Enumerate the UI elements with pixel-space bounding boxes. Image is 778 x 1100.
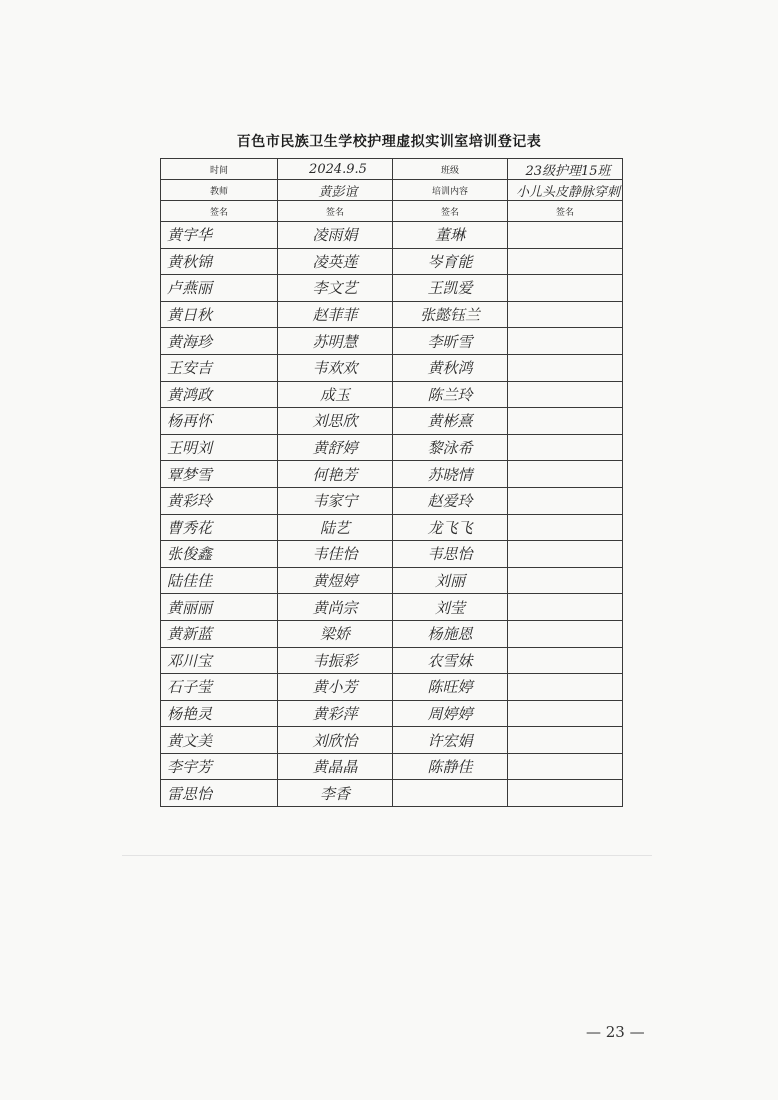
signature-cell: 黄尚宗 — [278, 594, 393, 621]
signature-cell: 刘欣怡 — [278, 727, 393, 754]
signature-row — [161, 727, 623, 754]
signature-cell: 韦欢欢 — [278, 354, 393, 381]
signature-cell: 曹秀花 — [161, 514, 278, 541]
signature-row — [161, 674, 623, 701]
signature-cell — [508, 461, 623, 488]
signature-cell — [508, 434, 623, 461]
time-value: 2024.9.5 — [278, 159, 393, 180]
signature-cell: 苏晓情 — [393, 461, 508, 488]
signature-cell: 苏明慧 — [278, 328, 393, 355]
signature-cell: 黄彬熹 — [393, 408, 508, 435]
signature-row — [161, 354, 623, 381]
signature-cell: 陆艺 — [278, 514, 393, 541]
page-number: — 23 — — [586, 1023, 645, 1041]
signature-cell: 邓川宝 — [161, 647, 278, 674]
teacher-value: 黄彭谊 — [278, 180, 393, 201]
signature-cell: 杨施恩 — [393, 620, 508, 647]
training-register-table — [160, 158, 623, 807]
signature-header: 签名 — [278, 201, 393, 222]
signature-cell: 刘丽 — [393, 567, 508, 594]
signature-cell: 许宏娟 — [393, 727, 508, 754]
signature-row — [161, 275, 623, 302]
signature-row — [161, 461, 623, 488]
signature-row — [161, 594, 623, 621]
signature-row — [161, 753, 623, 780]
signature-cell — [508, 514, 623, 541]
signature-cell: 李香 — [278, 780, 393, 807]
signature-cell — [508, 674, 623, 701]
signature-cell: 农雪妹 — [393, 647, 508, 674]
signature-header-row — [161, 201, 623, 222]
signature-cell: 黄晶晶 — [278, 753, 393, 780]
signature-cell — [508, 594, 623, 621]
signature-cell: 何艳芳 — [278, 461, 393, 488]
signature-cell: 成玉 — [278, 381, 393, 408]
signature-cell — [508, 301, 623, 328]
signature-cell: 陆佳佳 — [161, 567, 278, 594]
time-class-row — [161, 159, 623, 180]
teacher-content-row — [161, 180, 623, 201]
signature-header: 签名 — [393, 201, 508, 222]
signature-cell: 石子莹 — [161, 674, 278, 701]
signature-cell: 李文艺 — [278, 275, 393, 302]
signature-cell — [508, 222, 623, 249]
signature-cell: 王明刘 — [161, 434, 278, 461]
signature-cell: 黄秋鸿 — [393, 354, 508, 381]
signature-cell: 韦家宁 — [278, 487, 393, 514]
signature-cell — [508, 700, 623, 727]
signature-row — [161, 620, 623, 647]
signature-cell: 岑育能 — [393, 248, 508, 275]
signature-cell — [508, 567, 623, 594]
signature-cell: 黄宇华 — [161, 222, 278, 249]
signature-cell — [508, 541, 623, 568]
signature-cell: 韦振彩 — [278, 647, 393, 674]
signature-cell: 刘莹 — [393, 594, 508, 621]
signature-cell: 陈兰玲 — [393, 381, 508, 408]
signature-cell: 黄鸿政 — [161, 381, 278, 408]
teacher-label: 教师 — [161, 180, 278, 201]
class-value: 23级护理15班 — [508, 159, 623, 180]
signature-row — [161, 301, 623, 328]
signature-cell — [508, 647, 623, 674]
signature-cell — [508, 727, 623, 754]
signature-cell: 杨再怀 — [161, 408, 278, 435]
signature-row — [161, 514, 623, 541]
signature-cell: 卢燕丽 — [161, 275, 278, 302]
signature-cell: 王安吉 — [161, 354, 278, 381]
form-title: 百色市民族卫生学校护理虚拟实训室培训登记表 — [236, 134, 542, 150]
signature-cell: 覃梦雪 — [161, 461, 278, 488]
signature-cell — [508, 780, 623, 807]
signature-row — [161, 408, 623, 435]
signature-cell: 凌英莲 — [278, 248, 393, 275]
content-label: 培训内容 — [393, 180, 508, 201]
signature-cell: 龙飞飞 — [393, 514, 508, 541]
signature-cell: 黄彩玲 — [161, 487, 278, 514]
signature-cell: 雷思怡 — [161, 780, 278, 807]
signature-header: 签名 — [161, 201, 278, 222]
content-value: 小儿头皮静脉穿刺 — [508, 180, 623, 201]
signature-cell: 凌雨娟 — [278, 222, 393, 249]
page-divider — [122, 855, 652, 856]
signature-cell — [508, 328, 623, 355]
signature-cell: 张俊鑫 — [161, 541, 278, 568]
signature-cell: 黄文美 — [161, 727, 278, 754]
signature-row — [161, 487, 623, 514]
signature-cell: 刘思欣 — [278, 408, 393, 435]
signature-cell — [393, 780, 508, 807]
signature-cell: 黄舒婷 — [278, 434, 393, 461]
signature-cell — [508, 487, 623, 514]
signature-row — [161, 541, 623, 568]
signature-cell: 黄丽丽 — [161, 594, 278, 621]
signature-cell — [508, 275, 623, 302]
signature-cell: 韦佳怡 — [278, 541, 393, 568]
signature-row — [161, 248, 623, 275]
signature-cell — [508, 408, 623, 435]
signature-header: 签名 — [508, 201, 623, 222]
signature-cell: 赵爱玲 — [393, 487, 508, 514]
signature-cell: 黄小芳 — [278, 674, 393, 701]
signature-cell — [508, 381, 623, 408]
signature-cell: 杨艳灵 — [161, 700, 278, 727]
signature-cell: 梁娇 — [278, 620, 393, 647]
signature-cell — [508, 248, 623, 275]
signature-cell: 黎泳希 — [393, 434, 508, 461]
signature-cell: 周婷婷 — [393, 700, 508, 727]
signature-cell: 董琳 — [393, 222, 508, 249]
signature-cell: 李昕雪 — [393, 328, 508, 355]
signature-row — [161, 222, 623, 249]
signature-row — [161, 647, 623, 674]
signature-cell: 韦思怡 — [393, 541, 508, 568]
signature-row — [161, 381, 623, 408]
signature-cell: 陈静佳 — [393, 753, 508, 780]
signature-cell: 黄海珍 — [161, 328, 278, 355]
signature-row — [161, 700, 623, 727]
signature-cell: 李宇芳 — [161, 753, 278, 780]
signature-row — [161, 434, 623, 461]
time-label: 时间 — [161, 159, 278, 180]
signature-cell: 黄煜婷 — [278, 567, 393, 594]
signature-row — [161, 328, 623, 355]
signature-cell — [508, 620, 623, 647]
signature-row — [161, 780, 623, 807]
signature-cell: 黄秋锦 — [161, 248, 278, 275]
signature-cell — [508, 354, 623, 381]
signature-cell: 黄新蓝 — [161, 620, 278, 647]
class-label: 班级 — [393, 159, 508, 180]
signature-cell: 黄日秋 — [161, 301, 278, 328]
signature-cell: 张懿钰兰 — [393, 301, 508, 328]
signature-row — [161, 567, 623, 594]
signature-cell — [508, 753, 623, 780]
signature-cell: 陈旺婷 — [393, 674, 508, 701]
signature-cell: 黄彩萍 — [278, 700, 393, 727]
signature-cell: 赵菲菲 — [278, 301, 393, 328]
signature-cell: 王凯爱 — [393, 275, 508, 302]
